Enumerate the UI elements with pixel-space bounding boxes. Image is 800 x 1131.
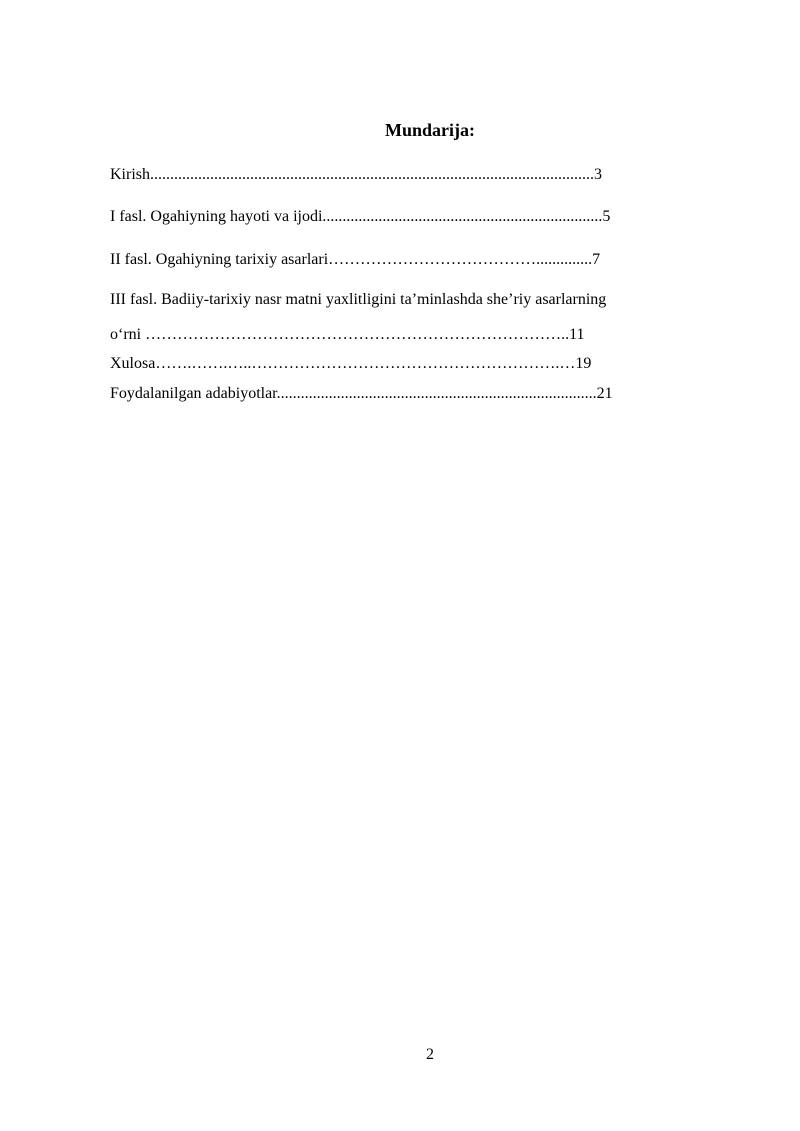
toc-entry-chapter-3-line2: o‘rni ……………………………………………………………………..11 [110, 326, 585, 343]
toc-entry-chapter-2: II fasl. Ogahiyning tarixiy asarlari…………………………………..............7 [110, 251, 601, 268]
toc-entry-adabiyotlar: Foydalanilgan adabiyotlar................................................................................21 [110, 385, 613, 402]
toc-entry-kirish: Kirish...............................................................................................................3 [110, 166, 602, 183]
page-number: 2 [426, 1046, 434, 1063]
toc-entry-xulosa: Xulosa…….…….…..………………………………………………….…19 [110, 355, 592, 372]
toc-entry-chapter-1: I fasl. Ogahiyning hayoti va ijodi......................................................................5 [110, 208, 611, 225]
toc-title: Mundarija: [385, 120, 475, 140]
toc-entry-chapter-3-line1: III fasl. Badiiy-tarixiy nasr matni yaxlitligini ta’minlashda she’riy asarlarning [110, 291, 607, 308]
